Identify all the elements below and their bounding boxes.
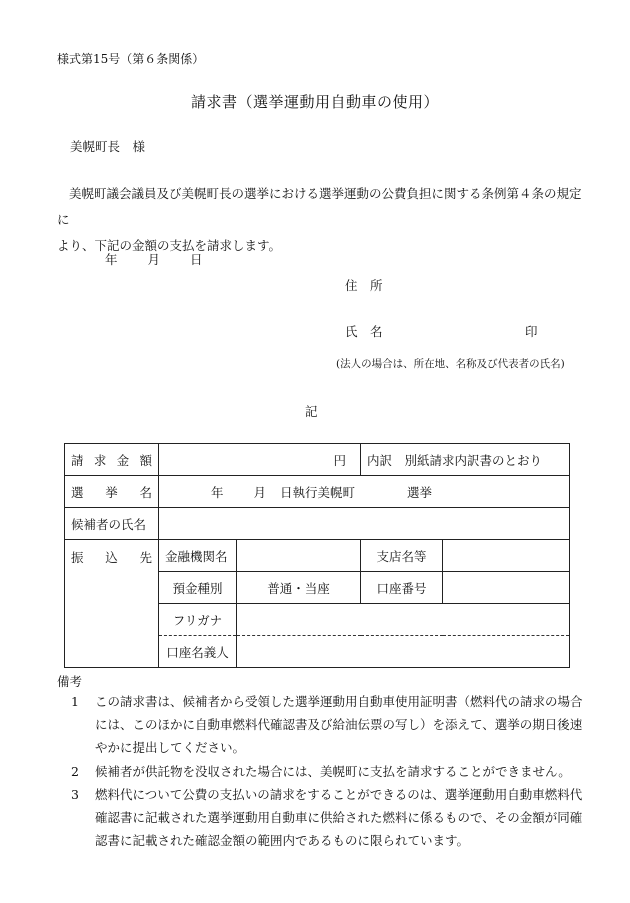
- corporate-note: (法人の場合は、所在地、名称及び代表者の氏名): [336, 358, 565, 370]
- row-election: [65, 476, 570, 508]
- breakdown-note: [361, 444, 570, 476]
- branch-field[interactable]: [443, 540, 570, 572]
- row-candidate: [65, 508, 570, 540]
- account-holder-label: 口座名義人: [159, 636, 237, 668]
- transfer-label-char: 先: [139, 550, 152, 565]
- transfer-label-char: 振: [71, 550, 84, 565]
- note-number: 2: [71, 764, 79, 779]
- note-text: 候補者が供託物を没収された場合には、美幌町に支払を請求することができません。: [95, 764, 571, 779]
- date-month: 月: [147, 252, 160, 267]
- account-holder-field[interactable]: [237, 636, 570, 668]
- election-field[interactable]: [159, 476, 570, 508]
- ki-mark: 記: [305, 404, 318, 419]
- amount-label-char: 求: [93, 452, 107, 468]
- row-bank: [65, 540, 570, 572]
- addressee: 美幌町長 様: [70, 139, 146, 154]
- amount-label-char: 金: [116, 452, 130, 468]
- amount-label-char: 額: [139, 452, 152, 468]
- amount-label: [65, 444, 159, 476]
- intro-paragraph: [57, 181, 582, 259]
- note-item: [57, 760, 587, 783]
- note-number: 1: [71, 694, 79, 709]
- election-label: [65, 476, 159, 508]
- account-no-field[interactable]: [443, 572, 570, 604]
- note-text: この請求書は、候補者から受領した選挙運動用自動車使用証明書（燃料代の請求の場合には、このほかに自動車燃料代確認書及び給油伝票の写し）を添えて、選挙の期日後速やかに提出してください。: [95, 694, 583, 755]
- furigana-field[interactable]: [237, 604, 570, 636]
- row-amount: [65, 444, 570, 476]
- yen-unit: 円: [333, 452, 347, 468]
- form-number: 様式第15号（第６条関係）: [57, 52, 205, 66]
- bank-field[interactable]: [237, 540, 361, 572]
- deposit-type-label: 預金種別: [159, 572, 237, 604]
- amount-field[interactable]: [159, 444, 361, 476]
- candidate-field[interactable]: [159, 508, 570, 540]
- note-text: 燃料代について公費の支払いの請求をすることができるのは、選挙運動用自動車燃料代確認書に記載された選挙運動用自動車に供給された燃料に係るもので、その金額が同確認書に記載された確認金額の範囲内であるものに限られています。: [95, 787, 583, 848]
- note-number: 3: [71, 787, 79, 802]
- amount-label-char: 請: [71, 452, 84, 468]
- note-item: [57, 783, 587, 852]
- date-day: 日: [189, 252, 203, 267]
- deposit-type-value[interactable]: 普通・当座: [237, 572, 361, 604]
- name-label: 氏 名: [345, 324, 383, 339]
- furigana-label: フリガナ: [159, 604, 237, 636]
- bank-label: 金融機関名: [159, 540, 237, 572]
- branch-label: 支店名等: [361, 540, 443, 572]
- note-item: [57, 690, 587, 759]
- election-label-char: 挙: [105, 484, 118, 500]
- claim-table: [64, 443, 570, 668]
- election-year: 年: [211, 484, 224, 500]
- election-label-char: 名: [139, 484, 152, 500]
- transfer-label-char: 込: [105, 550, 118, 565]
- intro-line-2: より、下記の金額の支払を請求します。: [57, 238, 282, 253]
- document-title: 請求書（選挙運動用自動車の使用）: [190, 93, 439, 111]
- election-held: 日執行美幌町: [280, 484, 356, 500]
- notes-heading: 備考: [57, 674, 83, 689]
- transfer-label: [65, 540, 159, 668]
- breakdown-text: 内訳 別紙請求内訳書のとおり: [367, 452, 543, 468]
- election-label-char: 選: [71, 484, 84, 500]
- account-no-label: 口座番号: [361, 572, 443, 604]
- seal-mark: 印: [525, 324, 538, 339]
- address-label: 住 所: [345, 278, 383, 293]
- candidate-label-text: 候補者の氏名: [71, 516, 147, 532]
- date-line: [105, 250, 202, 268]
- date-year: 年: [105, 252, 118, 267]
- election-suffix: 選挙: [407, 484, 433, 500]
- election-month: 月: [253, 484, 267, 500]
- intro-line-1: 美幌町議会議員及び美幌町長の選挙における選挙運動の公費負担に関する条例第４条の規定に: [57, 186, 582, 227]
- candidate-label: [65, 508, 159, 540]
